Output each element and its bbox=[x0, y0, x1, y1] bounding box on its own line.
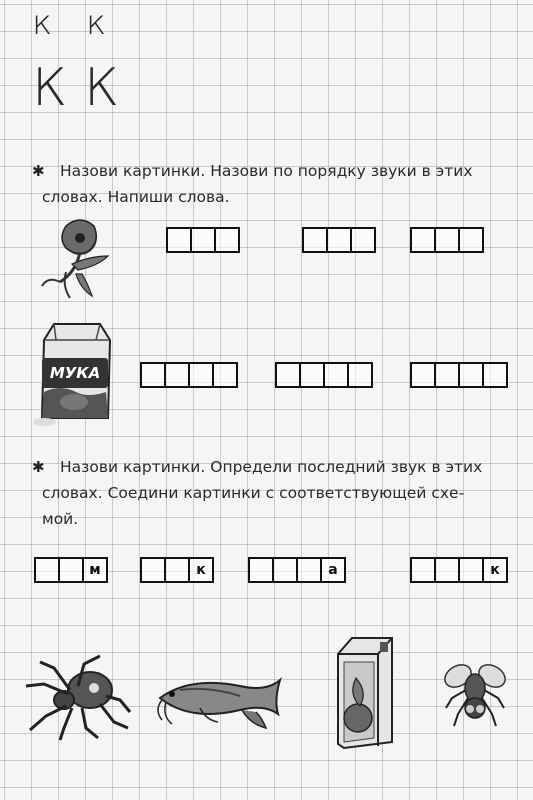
task-2-line-1: Назови картинки. Определи последний звук в этих bbox=[60, 458, 483, 476]
sound-scheme-4[interactable] bbox=[410, 557, 508, 583]
task-1-line-2: словах. Напиши слова. bbox=[42, 188, 230, 206]
letter-cell[interactable] bbox=[410, 227, 436, 253]
letter-cell[interactable] bbox=[140, 557, 166, 583]
task-2-line-2: словах. Соедини картинки с соответствующей схе- bbox=[42, 484, 465, 502]
letter-big-k-1: К bbox=[32, 58, 68, 118]
star-icon: ✱ bbox=[32, 458, 45, 476]
sound-scheme-3[interactable] bbox=[248, 557, 346, 583]
letter-cell[interactable] bbox=[190, 227, 216, 253]
flour-bag-picture[interactable] bbox=[34, 318, 114, 426]
sound-scheme-2[interactable] bbox=[140, 557, 214, 583]
letter-small-k-2: к bbox=[86, 3, 107, 43]
letter-cell[interactable] bbox=[214, 227, 240, 253]
star-icon: ✱ bbox=[32, 162, 45, 180]
task-1 bbox=[34, 158, 520, 210]
letter-cell[interactable] bbox=[458, 362, 484, 388]
letter-cell[interactable] bbox=[350, 227, 376, 253]
juice-box-icon[interactable] bbox=[330, 634, 400, 752]
letter-cell[interactable] bbox=[166, 227, 192, 253]
letter-cell[interactable] bbox=[164, 557, 190, 583]
letter-cell[interactable] bbox=[272, 557, 298, 583]
sound-scheme-1[interactable] bbox=[34, 557, 108, 583]
letter-big-k-2: К bbox=[84, 58, 120, 118]
last-letter-cell: м bbox=[82, 557, 108, 583]
letter-cell[interactable] bbox=[299, 362, 325, 388]
letter-cell[interactable] bbox=[34, 557, 60, 583]
catfish-icon[interactable] bbox=[150, 664, 290, 738]
bag-label: МУКА bbox=[49, 364, 101, 382]
task-1-line-1: Назови картинки. Назови по порядку звуки в этих bbox=[60, 162, 473, 180]
letter-cell[interactable] bbox=[482, 362, 508, 388]
spider-icon[interactable] bbox=[20, 650, 132, 742]
word-scheme-row1-2[interactable] bbox=[302, 227, 376, 253]
letter-cell[interactable] bbox=[434, 362, 460, 388]
letter-cell[interactable] bbox=[212, 362, 238, 388]
letter-cell[interactable] bbox=[164, 362, 190, 388]
letter-cell[interactable] bbox=[434, 227, 460, 253]
letter-small-k-1: к bbox=[32, 3, 53, 43]
last-letter-cell: к bbox=[482, 557, 508, 583]
letter-cell[interactable] bbox=[434, 557, 460, 583]
letter-cell[interactable] bbox=[323, 362, 349, 388]
letter-cell[interactable] bbox=[58, 557, 84, 583]
word-scheme-row2-1[interactable] bbox=[140, 362, 238, 388]
letter-cell[interactable] bbox=[410, 557, 436, 583]
letter-cell[interactable] bbox=[140, 362, 166, 388]
task-2-line-3: мой. bbox=[42, 510, 79, 528]
letter-cell[interactable] bbox=[296, 557, 322, 583]
letter-cell[interactable] bbox=[410, 362, 436, 388]
word-scheme-row2-3[interactable] bbox=[410, 362, 508, 388]
letter-cell[interactable] bbox=[248, 557, 274, 583]
last-letter-cell: к bbox=[188, 557, 214, 583]
letter-cell[interactable] bbox=[347, 362, 373, 388]
word-scheme-row1-1[interactable] bbox=[166, 227, 240, 253]
word-scheme-row2-2[interactable] bbox=[275, 362, 373, 388]
task-2 bbox=[34, 454, 520, 532]
letter-cell[interactable] bbox=[326, 227, 352, 253]
letter-cell[interactable] bbox=[458, 227, 484, 253]
letter-cell[interactable] bbox=[458, 557, 484, 583]
letter-cell[interactable] bbox=[302, 227, 328, 253]
poppy-flower-icon[interactable] bbox=[36, 212, 126, 304]
letter-cell[interactable] bbox=[275, 362, 301, 388]
word-scheme-row1-3[interactable] bbox=[410, 227, 484, 253]
letter-cell[interactable] bbox=[188, 362, 214, 388]
last-letter-cell: а bbox=[320, 557, 346, 583]
fly-icon[interactable] bbox=[440, 654, 510, 732]
